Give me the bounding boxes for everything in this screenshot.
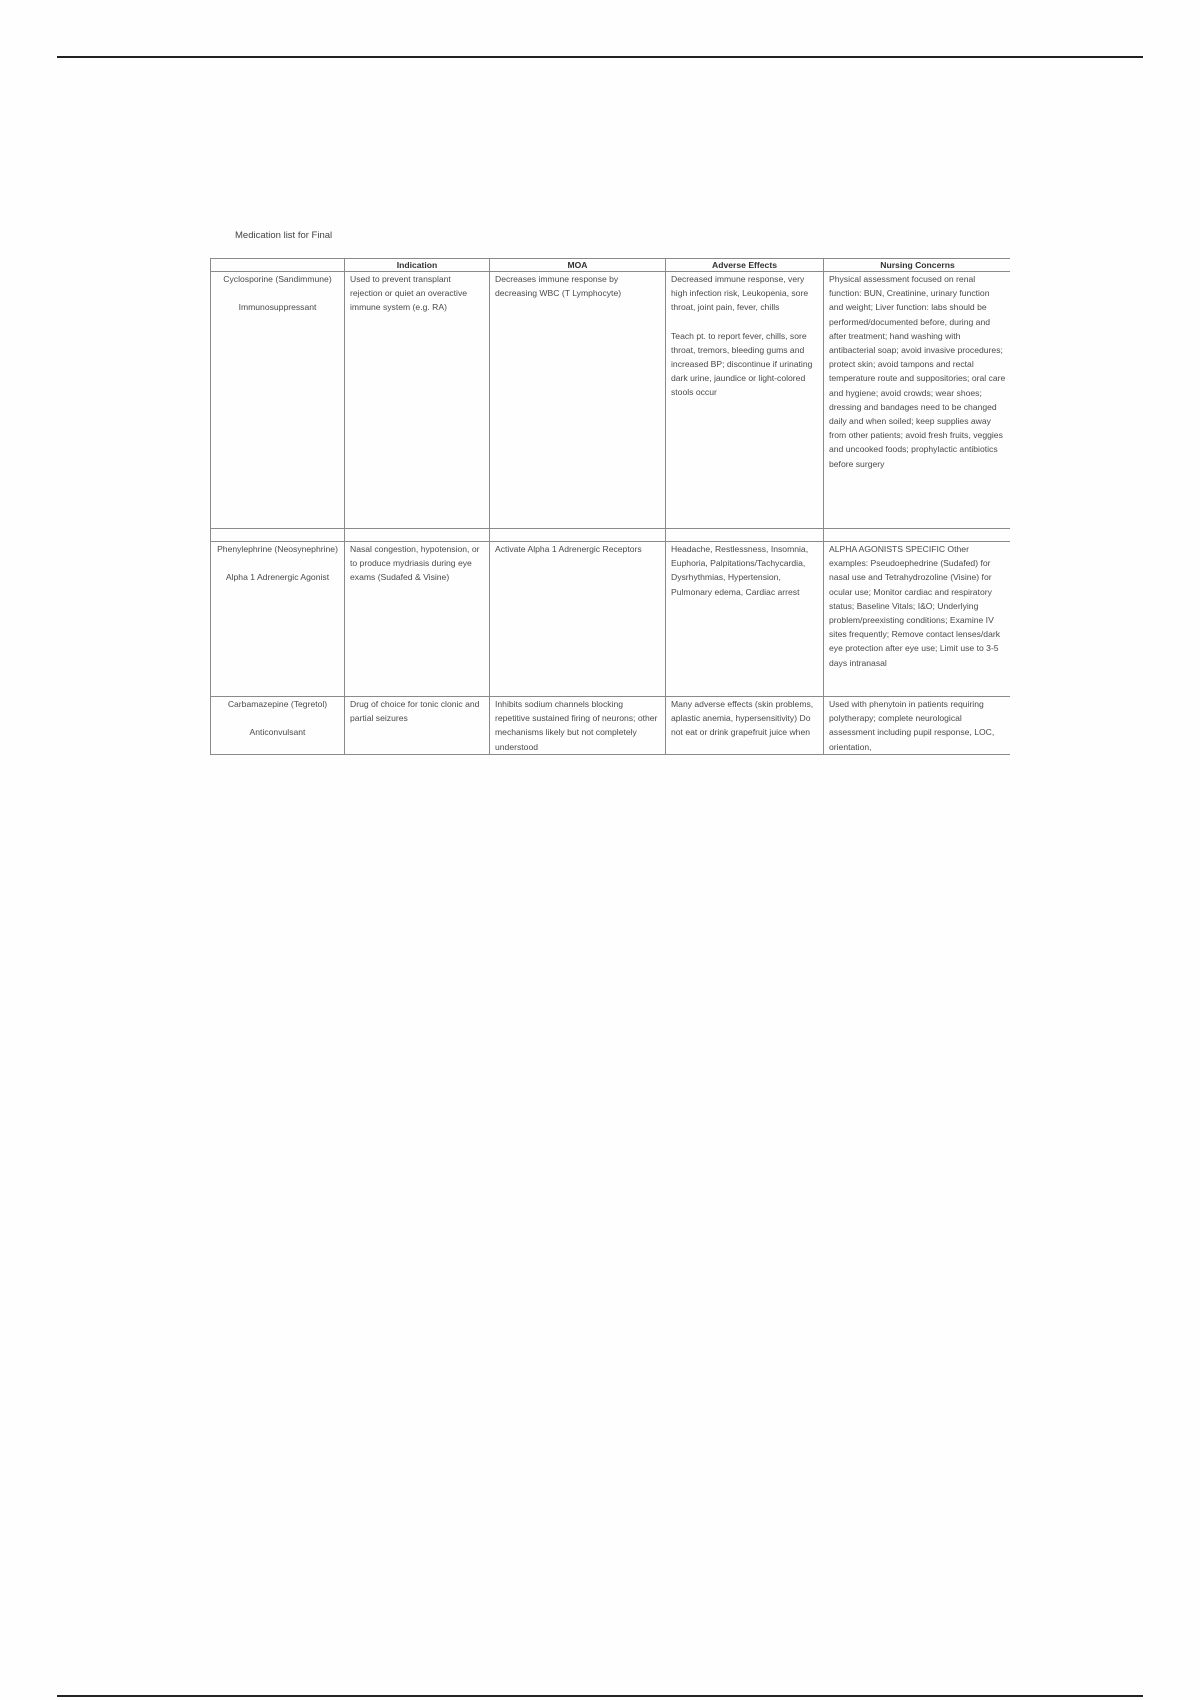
drug-name: Cyclosporine (Sandimmune) bbox=[223, 274, 332, 284]
moa-cell: Activate Alpha 1 Adrenergic Receptors bbox=[490, 542, 666, 697]
nursing-concerns-cell: Physical assessment focused on renal function: BUN, Creatinine, urinary function and weight; Liver function: labs should be performed/documented before, during and after treatment; hand washing with antibacterial soap; avoid invasive procedures; protect skin; avoid tampons and rectal temperature route and suppositories; oral care and hygiene; avoid crowds; wear shoes; dressing and bandages need to be changed daily and when soiled; keep supplies away from other patients; avoid fresh fruits, veggies and uncooked foods; prophylactic antibiotics before surgery bbox=[824, 272, 1011, 529]
indication-cell: Drug of choice for tonic clonic and partial seizures bbox=[345, 697, 490, 755]
page-footer-rule bbox=[57, 1695, 1143, 1697]
table-row bbox=[211, 697, 1011, 755]
header-nursing-concerns: Nursing Concerns bbox=[824, 259, 1011, 272]
adverse-effects-text: Decreased immune response, very high infection risk, Leukopenia, sore throat, joint pain, fever, chills bbox=[671, 274, 809, 313]
indication-cell: Used to prevent transplant rejection or quiet an overactive immune system (e.g. RA) bbox=[345, 272, 490, 529]
header-adverse-effects: Adverse Effects bbox=[666, 259, 824, 272]
adverse-effects-cell: Headache, Restlessness, Insomnia, Euphoria, Palpitations/Tachycardia, Dysrhythmias, Hypertension, Pulmonary edema, Cardiac arrest bbox=[666, 542, 824, 697]
table-row bbox=[211, 272, 1011, 529]
drug-name: Phenylephrine (Neosynephrine) bbox=[217, 544, 338, 554]
medication-table bbox=[210, 258, 1010, 755]
indication-cell: Nasal congestion, hypotension, or to produce mydriasis during eye exams (Sudafed & Visine) bbox=[345, 542, 490, 697]
drug-cell bbox=[211, 697, 345, 755]
moa-cell: Decreases immune response by decreasing WBC (T Lymphocyte) bbox=[490, 272, 666, 529]
header-indication: Indication bbox=[345, 259, 490, 272]
table-row bbox=[211, 542, 1011, 697]
header-drug bbox=[211, 259, 345, 272]
table-header-row bbox=[211, 259, 1011, 272]
spacer-row bbox=[211, 529, 1011, 542]
document-scan bbox=[205, 220, 1010, 765]
nursing-concerns-cell: ALPHA AGONISTS SPECIFIC Other examples: Pseudoephedrine (Sudafed) for nasal use and Tetrahydrozoline (Visine) for ocular use; Monitor cardiac and respiratory status; Baseline Vitals; I&O; Underlying problem/preexisting conditions; Examine IV sites frequently; Remove contact lenses/dark eye protection after eye use; Limit use to 3-5 days intranasal bbox=[824, 542, 1011, 697]
nursing-concerns-cell: Used with phenytoin in patients requiring polytherapy; complete neurological assessment including pupil response, LOC, orientation, bbox=[824, 697, 1011, 755]
adverse-effects-cell: Many adverse effects (skin problems, aplastic anemia, hypersensitivity) Do not eat or drink grapefruit juice when bbox=[666, 697, 824, 755]
drug-class: Alpha 1 Adrenergic Agonist bbox=[225, 572, 330, 583]
patient-teaching-note: Teach pt. to report fever, chills, sore throat, tremors, bleeding gums and increased BP; discontinue if urinating dark urine, jaundice or light-colored stools occur bbox=[671, 330, 813, 398]
drug-cell bbox=[211, 542, 345, 697]
moa-cell: Inhibits sodium channels blocking repetitive sustained firing of neurons; other mechanisms likely but not completely understood bbox=[490, 697, 666, 755]
drug-name: Carbamazepine (Tegretol) bbox=[227, 699, 328, 709]
page-header-rule bbox=[57, 56, 1143, 58]
drug-cell bbox=[211, 272, 345, 529]
header-moa: MOA bbox=[490, 259, 666, 272]
drug-class: Immunosuppressant bbox=[238, 302, 317, 313]
drug-class: Anticonvulsant bbox=[249, 727, 306, 738]
adverse-effects-cell bbox=[666, 272, 824, 529]
document-title: Medication list for Final bbox=[235, 230, 333, 241]
